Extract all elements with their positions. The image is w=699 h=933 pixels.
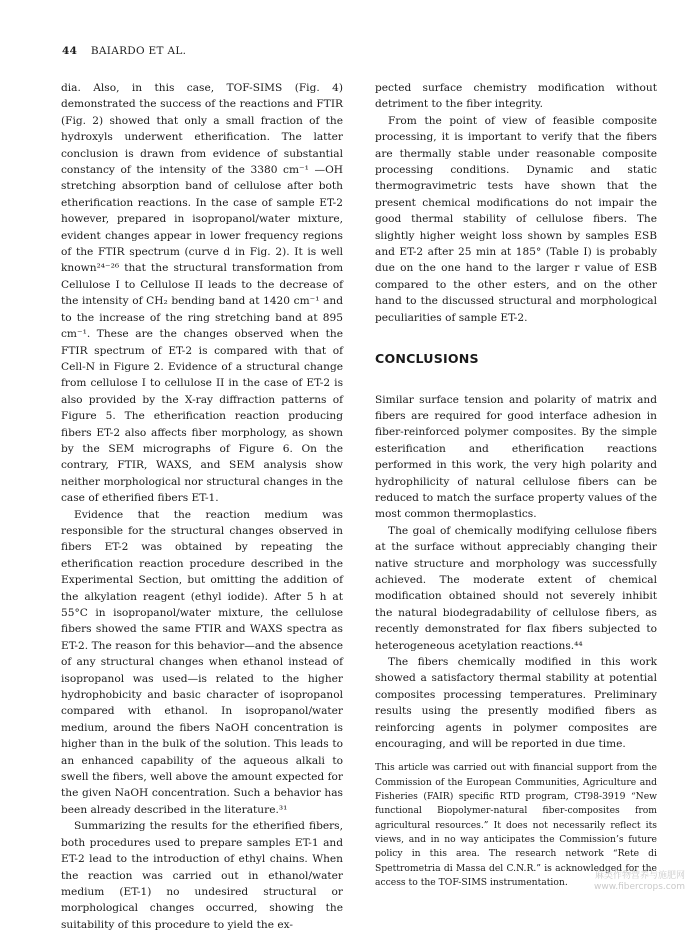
conclusions-heading: CONCLUSIONS (375, 351, 479, 367)
left-column (61, 80, 343, 933)
conclusions-paragraph-1: Similar surface tension and polarity of matrix and fibers are required for good interface adhesion in fiber-reinforced polymer composites. By the simple esterification and etherification reactions performed in this work, the very high polarity and hydrophilicity of natural cellulose fibers can be reduced to match the surface property values of the most common thermoplastics. (375, 393, 657, 521)
watermark-line-1: 麻类作物营养与施肥网 (594, 871, 685, 881)
acknowledgment: This article was carried out with financial support from the Commission of the European Communities, Agriculture and Fisheries (FAIR) specific RTD program, CT98-3919 “New functional Biopolymer-natural fiber-composites from agricultural resources.” It does not necessarily reflect its views, and in no way anticipates the Commission’s future policy in this area. The research network “Rete di Spettrometria di Massa del C.N.R.” is acknowledged for the access to the TOF-SIMS instrumentation. (375, 762, 657, 888)
conclusions-paragraph-2: The goal of chemically modifying cellulose fibers at the surface without appreciably changing their native structure and morphology was successfully achieved. The moderate extent of chemical modification obtained should not severely inhibit the natural biodegradability of cellulose fibers, as recently demonstrated for flax fibers subjected to heterogeneous acetylation reactions.⁴⁴ (375, 524, 657, 652)
right-paragraph-2: From the point of view of feasible composite processing, it is important to verify that the fibers are thermally stable under reasonable composite processing conditions. Dynamic and static thermogravimetric tests have shown that the present chemical modifications do not impair the good thermal stability of cellulose fibers. The slightly higher weight loss shown by samples ESB and ET-2 after 25 min at 185° (Table I) is probably due on the one hand to the larger r value of ESB compared to the other esters, and on the other hand to the discussed structural and morphological peculiarities of sample ET-2. (375, 114, 657, 324)
site-watermark (594, 871, 685, 893)
left-paragraph-1: dia. Also, in this case, TOF-SIMS (Fig. 4) demonstrated the success of the reactions and FTIR (Fig. 2) showed that only a small fraction of the hydroxyls underwent etherification. The latter conclusion is drawn from evidence of substantial constancy of the intensity of the 3380 cm⁻¹ —OH stretching absorption band of cellulose after both etherification reactions. In the case of sample ET-2 however, prepared in isopropanol/water mixture, evident changes appear in lower frequency regions of the FTIR spectrum (curve d in Fig. 2). It is well known²⁴⁻²⁶ that the structural transformation from Cellulose I to Cellulose II leads to the decrease of the intensity of CH₂ bending band at 1420 cm⁻¹ and to the increase of the ring stretching band at 895 cm⁻¹. These are the changes observed when the FTIR spectrum of ET-2 is compared with that of Cell-N in Figure 2. Evidence of a structural change from cellulose I to cellulose II in the case of ET-2 is also provided by the X-ray diffraction patterns of Figure 5. The etherification reaction producing fibers ET-2 also affects fiber morphology, as shown by the SEM micrographs of Figure 6. On the contrary, FTIR, WAXS, and SEM analysis show neither morphological nor structural changes in the case of etherified fibers ET-1. (61, 82, 343, 505)
conclusions-paragraph-3: The fibers chemically modified in this work showed a satisfactory thermal stability at potential composites processing temperatures. Preliminary results using the presently modified fibers as reinforcing agents in polymer composites are encouraging, and will be reported in due time. (375, 656, 657, 751)
left-paragraph-3: Summarizing the results for the etherified fibers, both procedures used to prepare samples ET-1 and ET-2 lead to the introduction of ethyl chains. When the reaction was carried out in ethanol/water medium (ET-1) no undesired structural or morphological changes occurred, showing the suitability of this procedure to yield the ex- (61, 820, 343, 931)
running-header (62, 45, 186, 57)
watermark-line-2: www.fibercrops.com (594, 882, 685, 892)
running-title: BAIARDO ET AL. (90, 45, 187, 57)
right-paragraph-1: pected surface chemistry modification without detriment to the fiber integrity. (375, 82, 657, 111)
left-paragraph-2: Evidence that the reaction medium was responsible for the structural changes observed in fibers ET-2 was obtained by repeating the etherification reaction procedure described in the Experimental Section, but omitting the addition of the alkylation reagent (ethyl iodide). After 5 h at 55°C in isopropanol/water mixture, the cellulose fibers showed the same FTIR and WAXS spectra as ET-2. The reason for this behavior—and the absence of any structural changes when ethanol instead of isopropanol was used—is related to the higher hydrophobicity and basic character of isopropanol compared with ethanol. In isopropanol/water medium, around the fibers NaOH concentration is higher than in the bulk of the solution. This leads to an enhanced capability of the aqueous alkali to swell the fibers, well above the amount expected for the given NaOH concentration. Such a behavior has been already described in the literature.³¹ (61, 508, 343, 816)
right-column (375, 80, 657, 890)
page-number: 44 (62, 45, 78, 57)
